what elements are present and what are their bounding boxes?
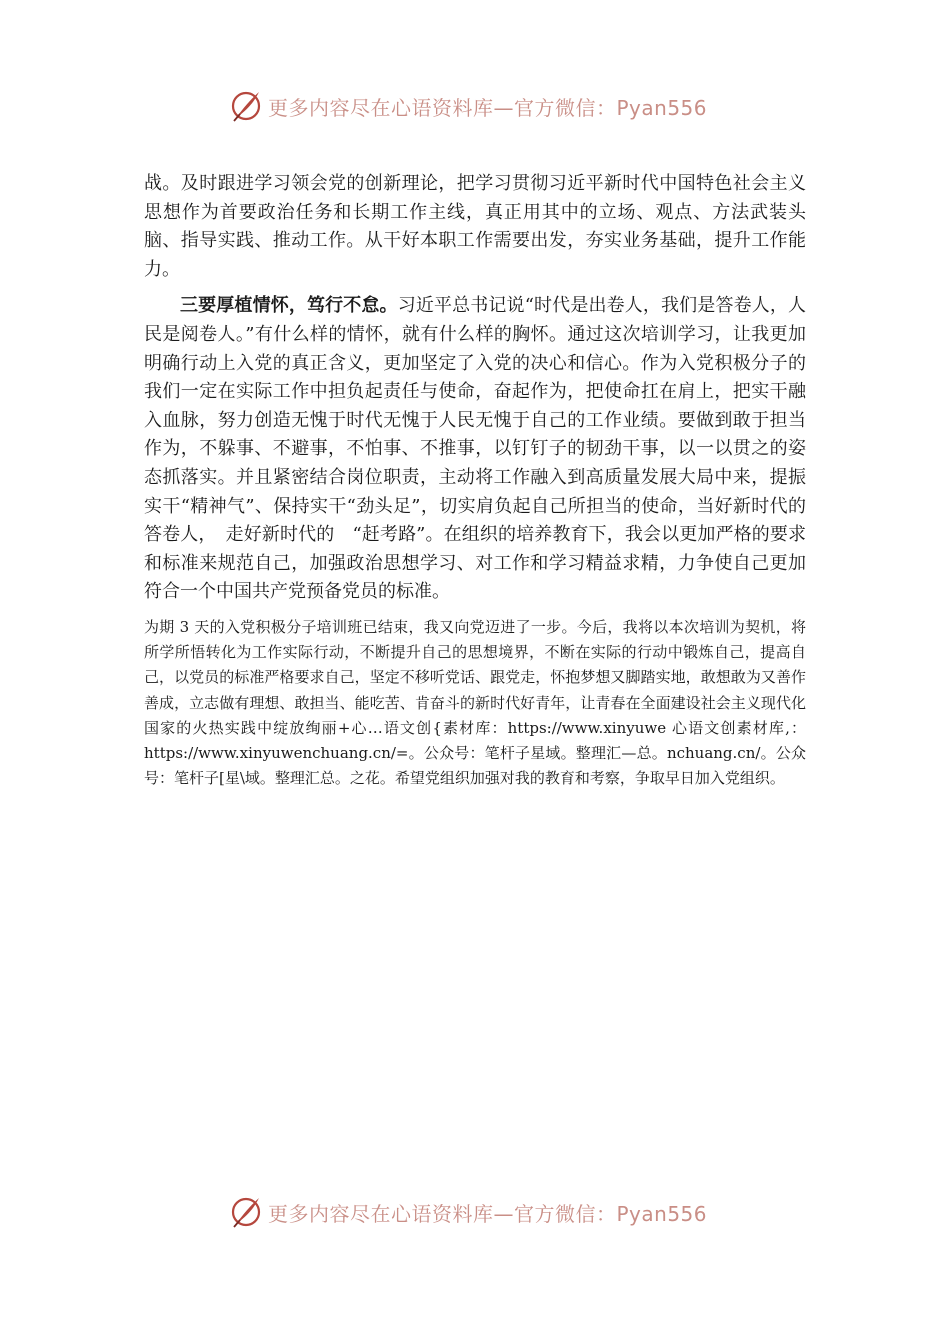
- paragraph-conclusion: 为期 3 天的入党积极分子培训班已结束，我又向党迈进了一步。今后，我将以本次培训为契机，将所学所悟转化为工作实际行动，不断提升自己的思想境界，不断在实际的行动中锻炼自己，提高自己，以党员的标准严格要求自己，坚定不移听党话、跟党走，怀抱梦想又脚踏实地，敢想敢为又善作善成，立志做有理想、敢担当、能吃苦、肯奋斗的新时代好青年，让青春在全面建设社会主义现代化国家的火热实践中绽放绚丽+心…语文创{素材库：https://www.xinyuwe 心语文创素材库,：https://www.xinyuwenchuang.cn/=。公众号：笔杆子星域。整理汇—总。nchuang.cn/。公众号：笔杆子[星\域。整理汇总。之花。希望党组织加强对我的教育和考察，争取早日加入党组织。: [144, 617, 806, 788]
- footer-banner: [228, 1192, 707, 1232]
- header-banner: [228, 86, 707, 126]
- paragraph-point-three: [144, 292, 806, 607]
- paragraph-continued: 战。及时跟进学习领会党的创新理论，把学习贯彻习近平新时代中国特色社会主义思想作为首要政治任务和长期工作主线，真正用其中的立场、观点、方法武装头脑、指导实践、推动工作。从干好本职工作需要出发，夯实业务基础，提升工作能力。: [144, 173, 806, 280]
- banner-text: 更多内容尽在心语资料库—官方微信：Pyan556: [268, 1201, 708, 1226]
- banner-text: 更多内容尽在心语资料库—官方微信：Pyan556: [268, 95, 708, 120]
- quill-logo-icon: [228, 1194, 264, 1230]
- quill-logo-icon: [228, 88, 264, 124]
- point-body: 习近平总书记说“时代是出卷人，我们是答卷人，人民是阅卷人。”有什么样的情怀，就有什么样的胸怀。通过这次培训学习，让我更加明确行动上入党的真正含义，更加坚定了入党的决心和信心。作为入党积极分子的我们一定在实际工作中担负起责任与使命，奋起作为，把使命扛在肩上，把实干融入血脉，努力创造无愧于时代无愧于人民无愧于自己的工作业绩。要做到敢于担当作为，不躲事、不避事，不怕事、不推事，以钉钉子的韧劲干事，以一以贯之的姿态抓落实。并且紧密结合岗位职责，主动将工作融入到高质量发展大局中来，提振实干“精神气”、保持实干“劲头足”，切实肩负起自己所担当的使命，当好新时代的答卷人， 走好新时代的 “赶考路”。在组织的培养教育下，我会以更加严格的要求和标准来规范自己，加强政治思想学习、对工作和学习精益求精，力争使自己更加符合一个中国共产党预备党员的标准。: [144, 295, 807, 603]
- point-heading: 三要厚植情怀，笃行不怠。: [180, 295, 398, 317]
- document-body: [144, 170, 806, 791]
